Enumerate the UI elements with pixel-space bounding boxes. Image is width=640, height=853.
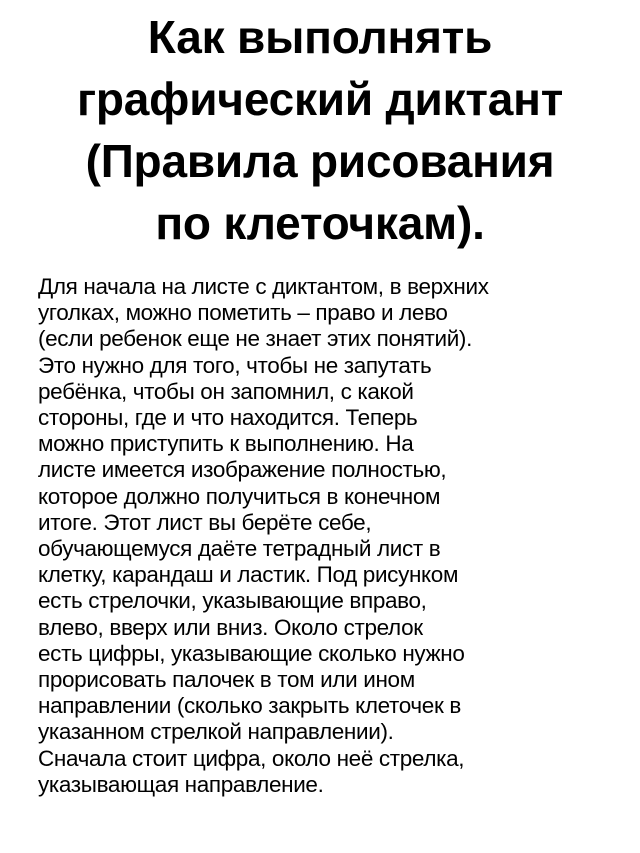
paragraph-line: направлении (сколько закрыть клеточек в [38, 693, 461, 719]
paragraph-line: которое должно получиться в конечном [38, 483, 441, 509]
paragraph-line: Сначала стоит цифра, около неё стрелка, [38, 745, 465, 771]
paragraph-line: стороны, где и что находится. Теперь [38, 405, 418, 431]
paragraph-line: Для начала на листе с диктантом, в верхних [38, 274, 489, 299]
page-title [20, 6, 620, 254]
instruction-paragraph [38, 274, 640, 798]
paragraph-line: есть цифры, указывающие сколько нужно [38, 640, 465, 666]
paragraph-line: (если ребенок еще не знает этих понятий). [38, 326, 472, 352]
paragraph-line: влево, вверх или вниз. Около стрелок [38, 614, 423, 640]
paragraph-line: клетку, карандаш и ластик. Под рисунком [38, 562, 459, 588]
paragraph-line: прорисовать палочек в том или ином [38, 667, 415, 693]
paragraph-line: можно приступить к выполнению. На [38, 431, 414, 457]
paragraph-line: уголках, можно пометить – право и лево [38, 300, 448, 326]
title-line: Как выполнять [147, 11, 493, 63]
paragraph-line: обучающемуся даёте тетрадный лист в [38, 536, 441, 562]
paragraph-line: есть стрелочки, указывающие вправо, [38, 588, 427, 614]
title-line: (Правила рисования [85, 135, 555, 187]
paragraph-line: листе имеется изображение полностью, [38, 457, 447, 483]
paragraph-line: Это нужно для того, чтобы не запутать [38, 352, 432, 378]
paragraph-line: ребёнка, чтобы он запомнил, с какой [38, 378, 414, 404]
paragraph-line: указывающая направление. [38, 771, 324, 797]
title-line: графический диктант [76, 73, 564, 125]
title-line: по клеточкам). [155, 197, 485, 249]
paragraph-line: указанном стрелкой направлении). [38, 719, 394, 745]
paragraph-line: итоге. Этот лист вы берёте себе, [38, 509, 372, 535]
